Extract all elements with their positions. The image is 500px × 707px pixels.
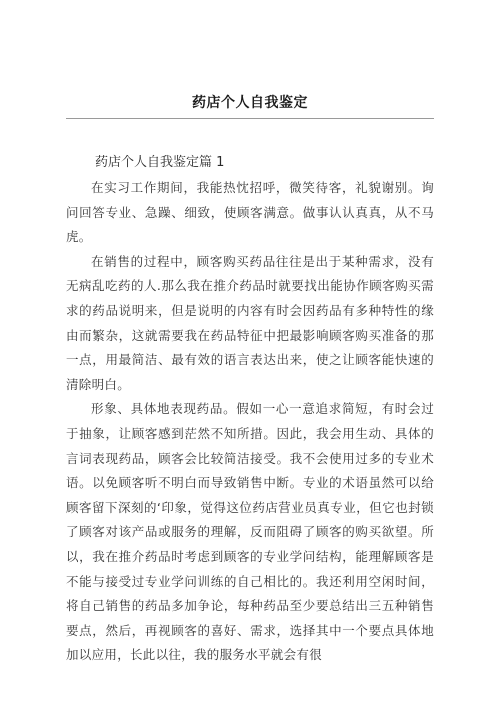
document-title: 药店个人自我鉴定 xyxy=(192,95,308,111)
body-text xyxy=(66,176,434,668)
title-divider xyxy=(66,118,434,119)
paragraph-2: 在销售的过程中，顾客购买药品往往是出于某种需求，没有无病乱吃药的人.那么我在推介药品时就要找出能协作顾客购买需求的药品说明来，但是说明的内容有时会因药品有多种特性的缘由而繁杂，这就需要我在药品特征中把最影响顾客购买准备的那一点，用最简洁、最有效的语言表达出来，使之让顾客能快速的清除明白。 xyxy=(66,253,434,392)
paragraph-1: 在实习工作期间，我能热忱招呼，微笑待客，礼貌谢别。询问回答专业、急躁、细致，使顾客满意。做事认认真真，从不马虎。 xyxy=(66,180,434,245)
section-heading: 药店个人自我鉴定篇 1 xyxy=(95,155,225,170)
paragraph-3: 形象、具体地表现药品。假如一心一意追求简短，有时会过于抽象，让顾客感到茫然不知所措。因此，我会用生动、具体的言词表现药品，顾客会比较简洁接受。我不会使用过多的专业术语。以免顾客听不明白而导致销售中断。专业的术语虽然可以给顾客留下深刻的‘印象，觉得这位药店营业员真专业，但它也封锁了顾客对该产品或服务的理解，反而阻碍了顾客的购买欲望。所以，我在推介药品时考虑到顾客的专业学问结构，能理解顾客是不能与接受过专业学问训练的自己相比的。我还利用空闲时间，将自己销售的药品多加争论，每种药品至少要总结出三五种销售要点，然后，再视顾客的喜好、需求，选择其中一个要点具体地加以应用，长此以往，我的服务水平就会有很 xyxy=(66,401,434,663)
